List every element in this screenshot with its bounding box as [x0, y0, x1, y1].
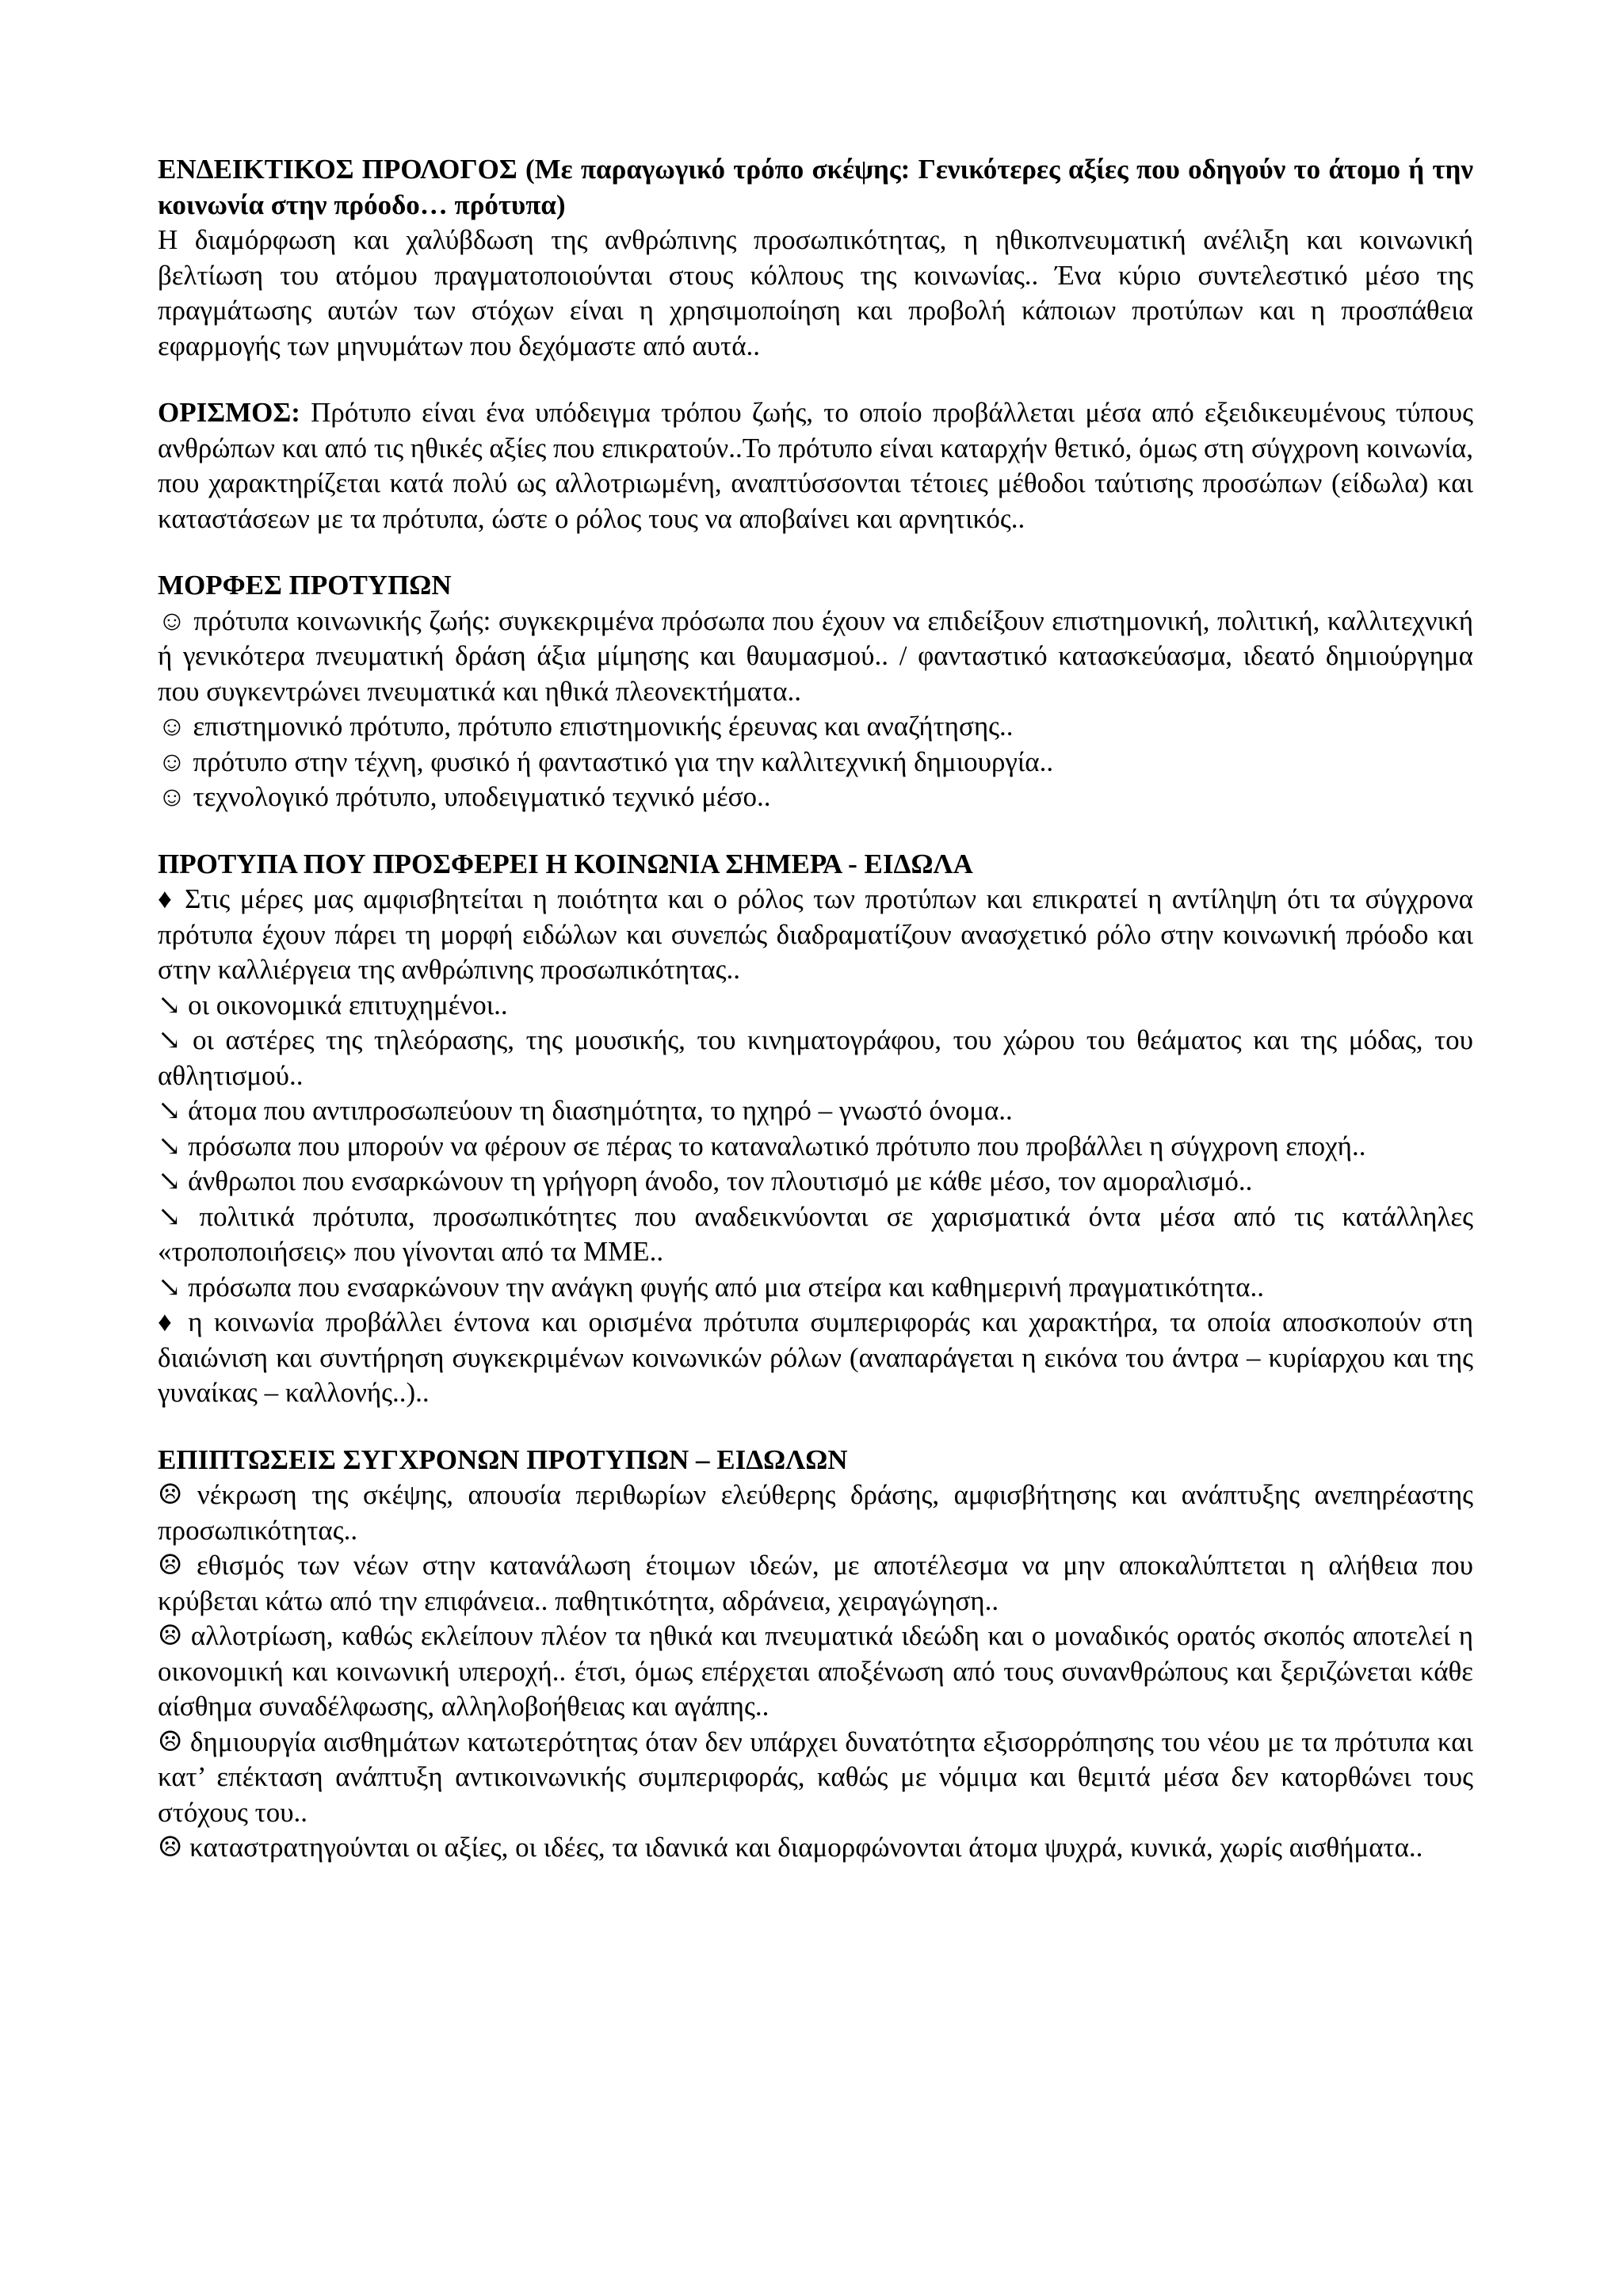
list-item-text: άνθρωποι που ενσαρκώνουν τη γρήγορη άνοδο, τον πλουτισμό με κάθε μέσο, τον αμοραλισμό..	[181, 1165, 1253, 1196]
definition-section	[158, 395, 1473, 536]
document-page	[158, 152, 1473, 1866]
intro-paragraph: Η διαμόρφωση και χαλύβδωση της ανθρώπινης προσωπικότητας, η ηθικοπνευματική ανέλιξη και κοινωνική βελτίωση του ατόμου πραγματοποιούνται στους κόλπους της κοινωνίας.. Ένα κύριο συντελεστικό μέσο της πραγμάτωσης αυτών των στόχων είναι η χρησιμοποίηση και προβολή κάποιων προτύπων και η προσπάθεια εφαρμογής των μηνυμάτων που δεχόμαστε από αυτά..	[158, 224, 1473, 361]
list-item	[158, 882, 1473, 988]
effects-heading: ΕΠΙΠΤΩΣΕΙΣ ΣΥΓΧΡΟΝΩΝ ΠΡΟΤΥΠΩΝ – ΕΙΔΩΛΩΝ	[158, 1444, 848, 1475]
list-item-text: νέκρωση της σκέψης, απουσία περιθωρίων ελεύθερης δράσης, αμφισβήτησης και ανάπτυξης ανεπηρέαστης προσωπικότητας..	[158, 1479, 1473, 1546]
forms-heading: ΜΟΡΦΕΣ ΠΡΟΤΥΠΩΝ	[158, 570, 452, 601]
intro-heading: ΕΝΔΕΙΚΤΙΚΟΣ ΠΡΟΛΟΓΟΣ (Με παραγωγικό τρόπο σκέψης: Γενικότερες αξίες που οδηγούν το άτομο ή την κοινωνία στην πρόοδο… πρότυπα)	[158, 154, 1473, 220]
definition-paragraph	[158, 395, 1473, 536]
arrow-down-right-icon: ↘	[158, 1165, 181, 1196]
effects-section	[158, 1443, 1473, 1866]
list-item-text: επιστημονικό πρότυπο, πρότυπο επιστημονικής έρευνας και αναζήτησης..	[185, 711, 1014, 742]
definition-label: ΟΡΙΣΜΟΣ:	[158, 397, 300, 428]
smiley-icon: ☺	[158, 711, 186, 742]
list-item-text: τεχνολογικό πρότυπο, υποδειγματικό τεχνικό μέσο..	[185, 781, 771, 812]
definition-text: Πρότυπο είναι ένα υπόδειγμα τρόπου ζωής, το οποίο προβάλλεται μέσα από εξειδικευμένους τύπους ανθρώπων και από τις ηθικές αξίες που επικρατούν..Το πρότυπο είναι καταρχήν θετικό, όμως στη σύγχρονη κοινωνία, που χαρακτηρίζεται κατά πολύ ως αλλοτριωμένη, αναπτύσσονται τέτοιες μέθοδοι ταύτισης προσώπων (είδωλα) και καταστάσεων με τα πρότυπα, ώστε ο ρόλος τους να αποβαίνει και αρνητικός..	[158, 397, 1473, 534]
list-item-text: οι οικονομικά επιτυχημένοι..	[181, 989, 508, 1020]
frown-icon: ☹	[158, 1832, 183, 1863]
list-item-text: πρόσωπα που μπορούν να φέρουν σε πέρας το καταναλωτικό πρότυπο που προβάλλει η σύγχρονη εποχή..	[181, 1130, 1366, 1161]
arrow-down-right-icon: ↘	[158, 1095, 181, 1126]
diamond-icon: ♦	[158, 883, 175, 914]
list-item	[158, 1478, 1473, 1548]
list-item	[158, 1619, 1473, 1725]
frown-icon: ☹	[158, 1726, 183, 1757]
smiley-icon: ☺	[158, 605, 186, 636]
list-item-text: οι αστέρες της τηλεόρασης, της μουσικής, του κινηματογράφου, του χώρου του θεάματος και της μόδας, του αθλητισμού..	[158, 1024, 1473, 1091]
list-item	[158, 1199, 1473, 1270]
intro-section	[158, 152, 1473, 364]
smiley-icon: ☺	[158, 746, 186, 777]
list-item-text: η κοινωνία προβάλλει έντονα και ορισμένα πρότυπα συμπεριφοράς και χαρακτήρα, τα οποία αποσκοπούν στη διαιώνιση και συντήρηση συγκεκριμένων κοινωνικών ρόλων (αναπαράγεται η εικόνα του άντρα – κυρίαρχου και της γυναίκας – καλλονής..)..	[158, 1306, 1474, 1408]
list-item-text: πρότυπα κοινωνικής ζωής: συγκεκριμένα πρόσωπα που έχουν να επιδείξουν επιστημονική, πολιτική, καλλιτεχνική ή γενικότερα πνευματική δράση άξια μίμησης και θαυμασμού.. / φανταστικό κατασκεύασμα, ιδεατό δημιούργημα που συγκεντρώνει πνευματικά και ηθικά πλεονεκτήματα..	[158, 605, 1473, 707]
list-item-text: αλλοτρίωση, καθώς εκλείπουν πλέον τα ηθικά και πνευματικά ιδεώδη και ο μοναδικός ορατός σκοπός αποτελεί η οικονομική και κοινωνική υπεροχή.. έτσι, όμως επέρχεται αποξένωση από τους συνανθρώπους και ξεριζώνεται κάθε αίσθημα συναδέλφωσης, αλληλοβοήθειας και αγάπης..	[158, 1620, 1473, 1722]
list-item	[158, 1270, 1473, 1306]
list-item	[158, 1093, 1473, 1129]
list-item	[158, 1129, 1473, 1165]
list-item	[158, 780, 1473, 815]
list-item	[158, 1548, 1473, 1619]
list-item	[158, 1725, 1473, 1831]
list-item-text: πρόσωπα που ενσαρκώνουν την ανάγκη φυγής από μια στείρα και καθημερινή πραγματικότητα..	[181, 1271, 1265, 1302]
list-item-text: πρότυπο στην τέχνη, φυσικό ή φανταστικό για την καλλιτεχνική δημιουργία..	[185, 746, 1054, 777]
list-item	[158, 988, 1473, 1024]
list-item	[158, 745, 1473, 780]
list-item-text: καταστρατηγούνται οι αξίες, οι ιδέες, τα ιδανικά και διαμορφώνονται άτομα ψυχρά, κυνικά, χωρίς αισθήματα..	[182, 1832, 1423, 1863]
arrow-down-right-icon: ↘	[158, 1024, 181, 1055]
list-item-text: άτομα που αντιπροσωπεύουν τη διασημότητα, το ηχηρό – γνωστό όνομα..	[181, 1095, 1013, 1126]
frown-icon: ☹	[158, 1479, 183, 1510]
list-item-text: εθισμός των νέων στην κατανάλωση έτοιμων ιδεών, με αποτέλεσμα να μην αποκαλύπτεται η αλήθεια που κρύβεται κάτω από την επιφάνεια.. παθητικότητα, αδράνεια, χειραγώγηση..	[158, 1550, 1473, 1616]
list-item	[158, 1830, 1473, 1866]
smiley-icon: ☺	[158, 781, 186, 812]
list-item	[158, 1164, 1473, 1199]
arrow-down-right-icon: ↘	[158, 1271, 181, 1302]
frown-icon: ☹	[158, 1620, 183, 1651]
arrow-down-right-icon: ↘	[158, 989, 181, 1020]
arrow-down-right-icon: ↘	[158, 1130, 181, 1161]
list-item	[158, 1023, 1473, 1093]
arrow-down-right-icon: ↘	[158, 1200, 181, 1232]
modern-section	[158, 847, 1473, 1411]
list-item-text: δημιουργία αισθημάτων κατωτερότητας όταν δεν υπάρχει δυνατότητα εξισορρόπησης του νέου με τα πρότυπα και κατ’ επέκταση ανάπτυξη αντικοινωνικής συμπεριφοράς, καθώς με νόμιμα και θεμιτά μέσα δεν κατορθώνει τους στόχους του..	[158, 1726, 1473, 1828]
list-item	[158, 709, 1473, 745]
list-item-text: πολιτικά πρότυπα, προσωπικότητες που αναδεικνύονται σε χαρισματικά όντα μέσα από τις κατάλληλες «τροποποιήσεις» που γίνονται από τα ΜΜΕ..	[158, 1200, 1473, 1267]
modern-heading: ΠΡΟΤΥΠΑ ΠΟΥ ΠΡΟΣΦΕΡΕΙ Η ΚΟΙΝΩΝΙΑ ΣΗΜΕΡΑ - ΕΙΔΩΛΑ	[158, 848, 973, 879]
forms-section	[158, 568, 1473, 815]
list-item-text: Στις μέρες μας αμφισβητείται η ποιότητα και ο ρόλος των προτύπων και επικρατεί η αντίληψη ότι τα σύγχρονα πρότυπα έχουν πάρει τη μορφή ειδώλων και συνεπώς διαδραματίζουν ανασχετικό ρόλο στην κοινωνική πρόοδο και στην καλλιέργεια της ανθρώπινης προσωπικότητας..	[158, 883, 1474, 985]
frown-icon: ☹	[158, 1550, 183, 1581]
diamond-icon: ♦	[158, 1306, 177, 1337]
list-item	[158, 604, 1473, 710]
list-item	[158, 1305, 1473, 1411]
